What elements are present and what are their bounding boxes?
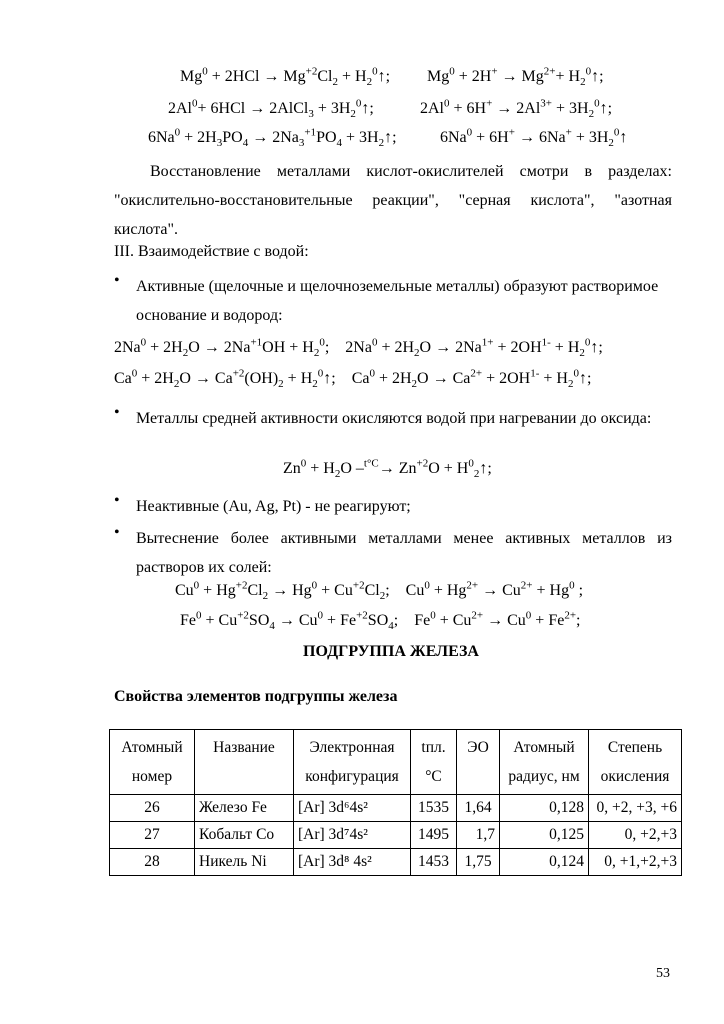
table-row xyxy=(110,795,682,822)
header-electronegativity: ЭО xyxy=(457,730,500,795)
cell-atomic-radius: 0,125 xyxy=(500,822,589,849)
cell-oxidation-states: 0, +2, +3, +6 xyxy=(589,795,682,822)
cell-electronegativity: 1,75 xyxy=(457,849,500,876)
cell-melting-point: 1535 xyxy=(411,795,457,822)
table-title: Свойства элементов подгруппы железа xyxy=(114,688,398,705)
equation-zn-water: $Zn^0 + H_2O$ $-^{t^\circ C}\to Zn^{+2}O$ + $H^0_2↑$; xyxy=(283,457,492,481)
cell-electronegativity: 1,7 xyxy=(457,822,500,849)
table-row xyxy=(110,849,682,876)
bullet-inactive-metals: Неактивные (Au, Ag, Pt) - не реагируют; xyxy=(136,498,411,515)
equation-na-ionic: $6Na^0 + 6H^+ \to 6Na^+$ + $3H_2^0↑$ xyxy=(440,126,628,150)
equation-al-ionic: $2Al^0 + 6H^+ \to 2Al^{3+}$ + $3H_2^0↑$; xyxy=(420,97,613,121)
iron-subgroup-table xyxy=(109,729,682,876)
bullet-displacement: Вытеснение более активными металлами менее активных металлов из растворов их солей: xyxy=(136,530,672,576)
section-heading-iron-subgroup: ПОДГРУППА ЖЕЛЕЗА xyxy=(303,643,479,660)
header-atomic-number: Атомный номер xyxy=(110,730,195,795)
table-header-row xyxy=(110,730,682,795)
equation-mg-hcl: $Mg^0 + 2HCl \to Mg^{+2}Cl_2$ + $H_2^0↑$; xyxy=(180,65,391,89)
bullet-marker: • xyxy=(114,492,120,509)
cell-electron-config: [Ar] 3d⁷4s² xyxy=(294,822,411,849)
equation-mg-ionic: $Mg^0 + 2H^+ \to Mg^{2+}+$ $H_2^0↑$; xyxy=(427,65,604,89)
equation-cu-hg: $Cu^0 + Hg^{+2}Cl_2 \to Hg^0 + Cu^{+2}Cl_2$; $Cu^0 + Hg^{2+} \to Cu^{2+} + Hg^0$ ; xyxy=(175,579,584,603)
cell-atomic-radius: 0,128 xyxy=(500,795,589,822)
header-oxidation-states: Степень окисления xyxy=(589,730,682,795)
header-melting-point: tпл. °C xyxy=(411,730,457,795)
cell-atomic-radius: 0,124 xyxy=(500,849,589,876)
cell-name: Железо Fe xyxy=(195,795,294,822)
equation-ca-water: $Ca^0 + 2H_2O \to Ca^{+2}(OH)_2$ + $H_2^0↑$; $Ca^0 + 2H_2O \to Ca^{2+} + 2OH^{1-}$ + $H_2^0↑$; xyxy=(114,367,592,391)
table-row xyxy=(110,822,682,849)
equation-fe-cu: $Fe^0 + Cu^{+2}SO_4 \to Cu^0 + Fe^{+2}SO_4$; $Fe^0 + Cu^{2+} \to Cu^0 + Fe^{2+}$; xyxy=(180,609,581,633)
cell-electron-config: [Ar] 3d⁶4s² xyxy=(294,795,411,822)
cell-melting-point: 1453 xyxy=(411,849,457,876)
bullet-marker: • xyxy=(114,524,120,541)
bullet-marker: • xyxy=(114,272,120,289)
cell-name: Никель Ni xyxy=(195,849,294,876)
header-atomic-radius: Атомный радиус, нм xyxy=(500,730,589,795)
cell-electronegativity: 1,64 xyxy=(457,795,500,822)
equation-al-hcl: $2Al^0+ 6HCl$ → 2AlCl$_3$ + $3H_2^0↑$; xyxy=(168,97,374,121)
header-electron-config: Электронная конфигурация xyxy=(294,730,411,795)
bullet-marker: • xyxy=(114,404,120,421)
bullet-medium-metals: Металлы средней активности окисляются водой при нагревании до оксида: xyxy=(136,410,652,427)
cell-oxidation-states: 0, +1,+2,+3 xyxy=(589,849,682,876)
cell-oxidation-states: 0, +2,+3 xyxy=(589,822,682,849)
equation-na-h3po4: $6Na^0 + 2H_3PO_4 \to 2Na_3^{+1}PO_4$ + $3H_2↑$; xyxy=(148,126,397,150)
cell-electron-config: [Ar] 3d⁸ 4s² xyxy=(294,849,411,876)
cell-melting-point: 1495 xyxy=(411,822,457,849)
bullet-active-metals: Активные (щелочные и щелочноземельные металлы) образуют растворимое основание и водород: xyxy=(136,278,659,324)
header-name: Название xyxy=(195,730,294,795)
cell-atomic-number: 27 xyxy=(110,822,195,849)
cell-atomic-number: 26 xyxy=(110,795,195,822)
cell-atomic-number: 28 xyxy=(110,849,195,876)
section-water-heading: III. Взаимодействие с водой: xyxy=(114,243,309,260)
page-number: 53 xyxy=(656,966,670,981)
cell-name: Кобальт Co xyxy=(195,822,294,849)
equation-na-water: $2Na^0 + 2H_2O \to 2Na^{+1}OH + H_2^0$; $2Na^0 + 2H_2O \to 2Na^{1+} + 2OH^{1-}$ + $H_2^0↑$; xyxy=(114,336,603,360)
paragraph-oxidizing-acids: Восстановление металлами кислот-окислителей смотри в разделах: "окислительно-восстановительные реакции", "серная кислота", "азотная кислота". xyxy=(114,163,672,238)
